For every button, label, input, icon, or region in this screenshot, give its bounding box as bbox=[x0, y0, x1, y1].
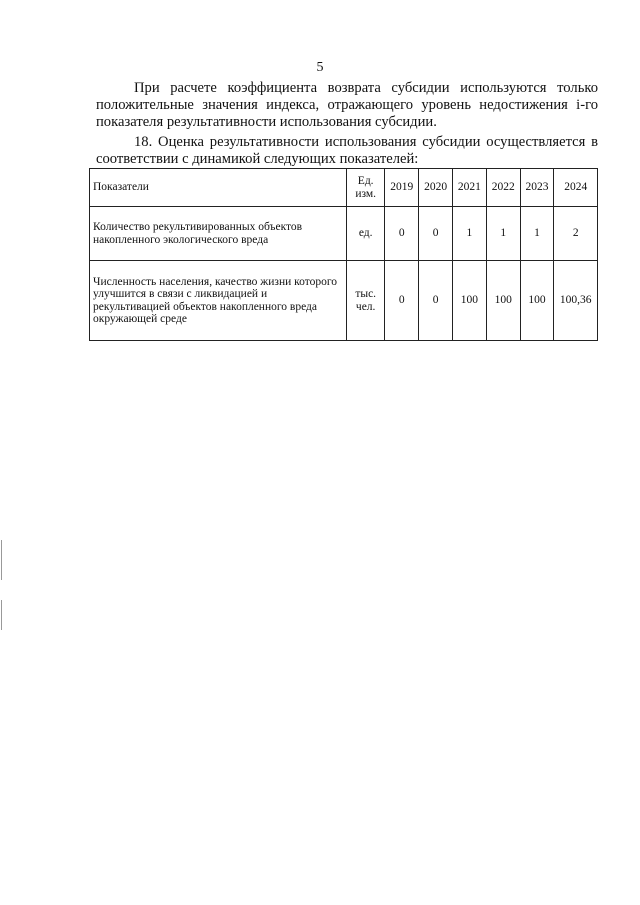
cell-2024: 100,36 bbox=[554, 261, 598, 341]
cell-2021: 100 bbox=[452, 261, 486, 341]
cell-2020: 0 bbox=[419, 261, 453, 341]
scan-edge-mark bbox=[1, 600, 2, 630]
header-year-2023: 2023 bbox=[520, 169, 554, 207]
header-year-2020: 2020 bbox=[419, 169, 453, 207]
cell-2022: 1 bbox=[486, 207, 520, 261]
cell-2022: 100 bbox=[486, 261, 520, 341]
header-year-2021: 2021 bbox=[452, 169, 486, 207]
cell-2019: 0 bbox=[385, 207, 419, 261]
row-unit: ед. bbox=[347, 207, 385, 261]
table-row bbox=[90, 261, 598, 341]
header-year-2024: 2024 bbox=[554, 169, 598, 207]
scan-edge-mark bbox=[1, 540, 2, 580]
cell-2024: 2 bbox=[554, 207, 598, 261]
cell-2023: 100 bbox=[520, 261, 554, 341]
header-year-2019: 2019 bbox=[385, 169, 419, 207]
page-number: 5 bbox=[316, 60, 324, 75]
table-header-row bbox=[90, 169, 598, 207]
cell-2019: 0 bbox=[385, 261, 419, 341]
header-year-2022: 2022 bbox=[486, 169, 520, 207]
header-indicator: Показатели bbox=[90, 169, 347, 207]
row-indicator: Количество рекультивированных объектов накопленного экологического вреда bbox=[90, 207, 347, 261]
row-unit: тыс. чел. bbox=[347, 261, 385, 341]
cell-2020: 0 bbox=[419, 207, 453, 261]
table-row bbox=[90, 207, 598, 261]
cell-2021: 1 bbox=[452, 207, 486, 261]
cell-2023: 1 bbox=[520, 207, 554, 261]
header-unit: Ед. изм. bbox=[347, 169, 385, 207]
paragraph-refund-coefficient: При расчете коэффициента возврата субсидии используются только положительные значения индекса, отражающего уровень недостижения i-го показателя результативности использования субсидии. bbox=[96, 80, 598, 130]
paragraph-evaluation: 18. Оценка результативности использования субсидии осуществляется в соответствии с динамикой следующих показателей: bbox=[96, 134, 598, 167]
indicators-table bbox=[89, 168, 598, 341]
row-indicator: Численность населения, качество жизни которого улучшится в связи с ликвидацией и рекультивацией объектов накопленного вреда окружающей среде bbox=[90, 261, 347, 341]
